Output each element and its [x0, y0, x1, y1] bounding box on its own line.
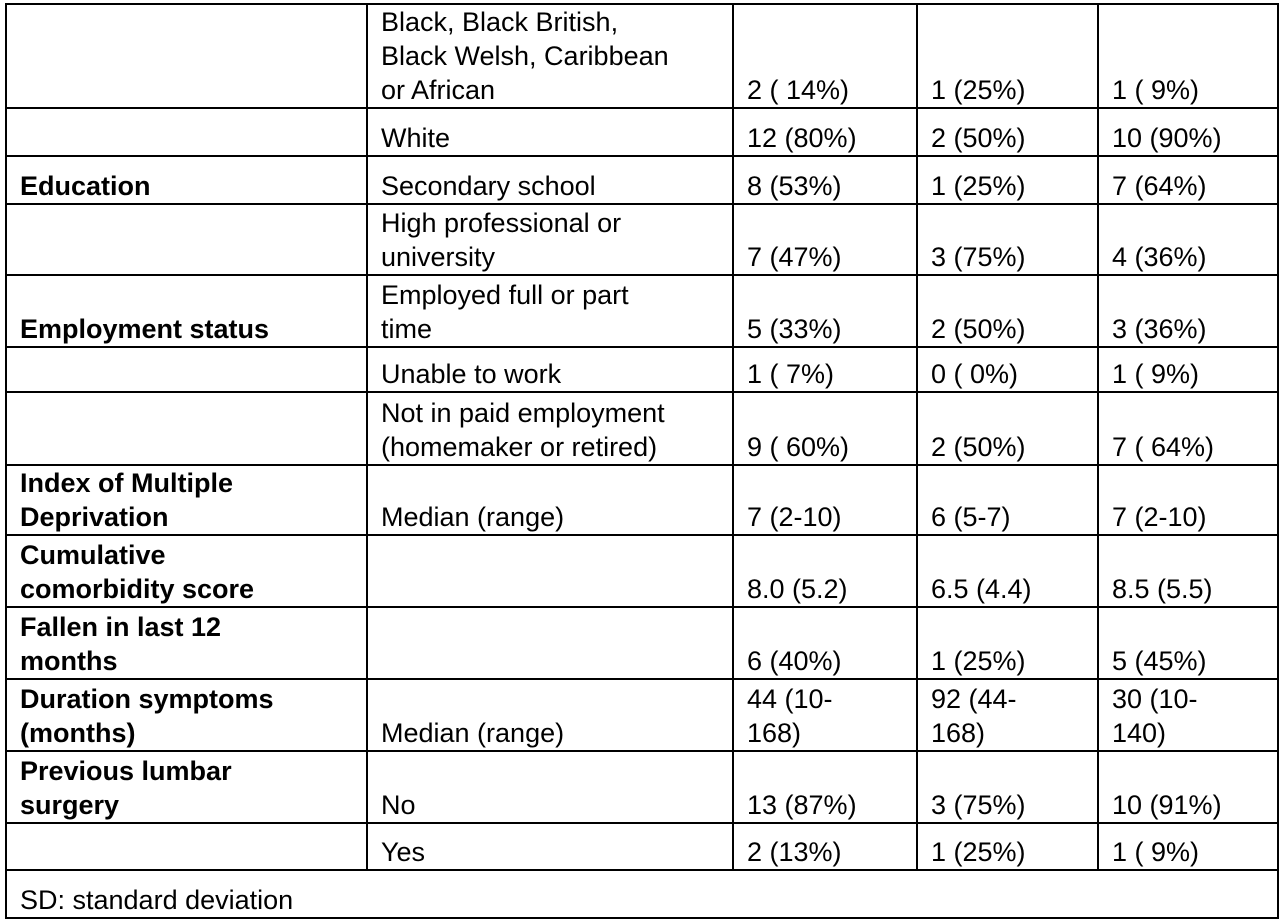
table-row: [6, 535, 1278, 607]
row-category: Black, Black British, Black Welsh, Caribbean or African: [367, 4, 733, 108]
cell-value-1: 13 (87%): [733, 751, 917, 823]
table-row: [6, 4, 1278, 108]
cell-value-2: 1 (25%): [917, 156, 1098, 204]
cell-value-3: 30 (10- 140): [1098, 679, 1278, 751]
table-row: [6, 347, 1278, 392]
cell-value-3: 1 ( 9%): [1098, 823, 1278, 870]
row-category: [367, 535, 733, 607]
row-category: No: [367, 751, 733, 823]
table-row: [6, 392, 1278, 465]
table-row: [6, 679, 1278, 751]
row-label: Employment status: [6, 275, 367, 347]
cell-value-1: 1 ( 7%): [733, 347, 917, 392]
cell-value-2: 6 (5-7): [917, 465, 1098, 535]
row-label: Cumulative comorbidity score: [6, 535, 367, 607]
cell-value-2: 1 (25%): [917, 4, 1098, 108]
cell-value-3: 1 ( 9%): [1098, 4, 1278, 108]
table-row: [6, 465, 1278, 535]
cell-value-3: 10 (91%): [1098, 751, 1278, 823]
cell-value-1: 8 (53%): [733, 156, 917, 204]
cell-value-2: 2 (50%): [917, 108, 1098, 156]
cell-value-1: 2 ( 14%): [733, 4, 917, 108]
cell-value-3: 3 (36%): [1098, 275, 1278, 347]
cell-value-3: 7 (64%): [1098, 156, 1278, 204]
cell-value-1: 9 ( 60%): [733, 392, 917, 465]
row-label: Fallen in last 12 months: [6, 607, 367, 679]
cell-value-3: 7 ( 64%): [1098, 392, 1278, 465]
cell-value-1: 44 (10- 168): [733, 679, 917, 751]
row-label: Education: [6, 156, 367, 204]
row-category: Median (range): [367, 679, 733, 751]
table-row: [6, 275, 1278, 347]
row-label: [6, 823, 367, 870]
cell-value-1: 7 (47%): [733, 204, 917, 275]
table-footnote: SD: standard deviation: [6, 870, 1278, 918]
footnote-row: [6, 870, 1278, 918]
row-label: Previous lumbar surgery: [6, 751, 367, 823]
cell-value-1: 6 (40%): [733, 607, 917, 679]
table-row: [6, 751, 1278, 823]
row-category: White: [367, 108, 733, 156]
row-label: [6, 108, 367, 156]
cell-value-3: 7 (2-10): [1098, 465, 1278, 535]
row-label: [6, 347, 367, 392]
cell-value-3: 10 (90%): [1098, 108, 1278, 156]
row-label: Duration symptoms (months): [6, 679, 367, 751]
table-row: [6, 607, 1278, 679]
row-category: High professional or university: [367, 204, 733, 275]
row-label: Index of Multiple Deprivation: [6, 465, 367, 535]
cell-value-2: 0 ( 0%): [917, 347, 1098, 392]
row-category: Secondary school: [367, 156, 733, 204]
cell-value-3: 4 (36%): [1098, 204, 1278, 275]
row-category: [367, 607, 733, 679]
row-label: [6, 204, 367, 275]
row-category: Unable to work: [367, 347, 733, 392]
table-row: [6, 108, 1278, 156]
cell-value-2: 92 (44- 168): [917, 679, 1098, 751]
cell-value-1: 12 (80%): [733, 108, 917, 156]
table-row: [6, 823, 1278, 870]
cell-value-2: 3 (75%): [917, 751, 1098, 823]
cell-value-3: 1 ( 9%): [1098, 347, 1278, 392]
cell-value-1: 2 (13%): [733, 823, 917, 870]
cell-value-1: 8.0 (5.2): [733, 535, 917, 607]
table-body: [6, 4, 1278, 918]
cell-value-3: 5 (45%): [1098, 607, 1278, 679]
row-label: [6, 4, 367, 108]
table-row: [6, 204, 1278, 275]
cell-value-1: 7 (2-10): [733, 465, 917, 535]
row-label: [6, 392, 367, 465]
row-category: Yes: [367, 823, 733, 870]
row-category: Not in paid employment (homemaker or retired): [367, 392, 733, 465]
demographics-table: [5, 3, 1279, 919]
row-category: Median (range): [367, 465, 733, 535]
cell-value-2: 1 (25%): [917, 607, 1098, 679]
cell-value-2: 6.5 (4.4): [917, 535, 1098, 607]
cell-value-2: 2 (50%): [917, 275, 1098, 347]
cell-value-2: 3 (75%): [917, 204, 1098, 275]
cell-value-2: 1 (25%): [917, 823, 1098, 870]
row-category: Employed full or part time: [367, 275, 733, 347]
cell-value-1: 5 (33%): [733, 275, 917, 347]
cell-value-3: 8.5 (5.5): [1098, 535, 1278, 607]
cell-value-2: 2 (50%): [917, 392, 1098, 465]
table-row: [6, 156, 1278, 204]
